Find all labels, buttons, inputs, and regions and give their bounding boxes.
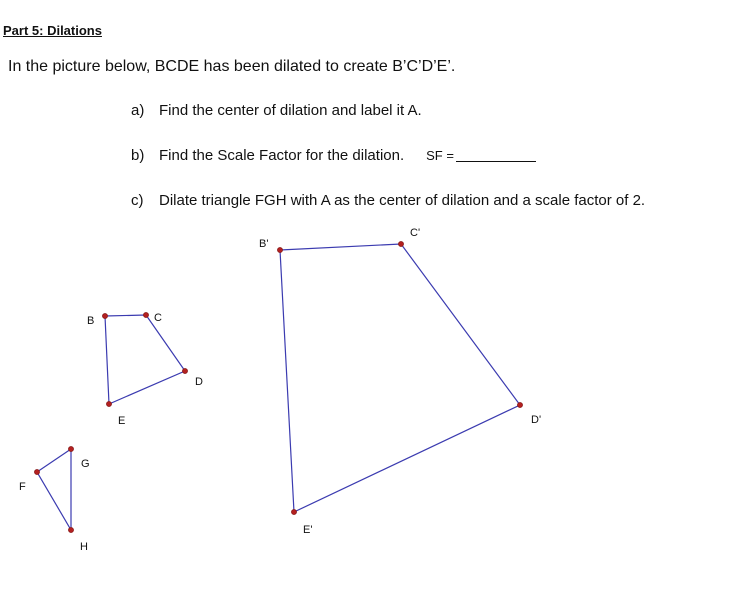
point-d[interactable] bbox=[182, 368, 187, 373]
polygon-bcde-image bbox=[259, 227, 541, 536]
question-b-text: Find the Scale Factor for the dilation. bbox=[159, 147, 405, 164]
scale-factor-label: SF = bbox=[426, 148, 454, 163]
question-a-text: Find the center of dilation and label it A. bbox=[159, 102, 422, 119]
label-e: E bbox=[118, 415, 126, 427]
label-h: H bbox=[80, 541, 88, 553]
label-b-prime: B' bbox=[259, 238, 269, 250]
label-d-prime: D' bbox=[531, 414, 542, 426]
polygon-bcde-image-outline bbox=[280, 244, 520, 512]
triangle-fgh bbox=[19, 446, 90, 553]
polygon-bcde bbox=[87, 312, 203, 427]
question-c-text: Dilate triangle FGH with A as the center of dilation and a scale factor of 2. bbox=[159, 192, 646, 209]
label-f: F bbox=[19, 481, 26, 493]
label-c: C bbox=[154, 312, 162, 324]
label-e-prime: E' bbox=[303, 524, 313, 536]
point-b[interactable] bbox=[102, 313, 107, 318]
polygon-bcde-outline bbox=[105, 315, 185, 404]
question-a-letter: a) bbox=[131, 102, 145, 119]
point-g[interactable] bbox=[68, 446, 73, 451]
point-f[interactable] bbox=[34, 469, 39, 474]
point-e[interactable] bbox=[106, 401, 111, 406]
question-b-letter: b) bbox=[131, 147, 145, 164]
question-c-letter: c) bbox=[131, 192, 144, 209]
label-b: B bbox=[87, 315, 95, 327]
label-d: D bbox=[195, 376, 203, 388]
point-d-prime[interactable] bbox=[517, 402, 522, 407]
point-b-prime[interactable] bbox=[277, 247, 282, 252]
section-heading: Part 5: Dilations bbox=[3, 23, 102, 38]
label-c-prime: C' bbox=[410, 227, 421, 239]
triangle-fgh-outline bbox=[37, 449, 71, 530]
intro-text: In the picture below, BCDE has been dilated to create B’C’D’E’. bbox=[8, 58, 456, 75]
point-c[interactable] bbox=[143, 312, 148, 317]
label-g: G bbox=[81, 458, 90, 470]
point-e-prime[interactable] bbox=[291, 509, 296, 514]
point-h[interactable] bbox=[68, 527, 73, 532]
point-c-prime[interactable] bbox=[398, 241, 403, 246]
